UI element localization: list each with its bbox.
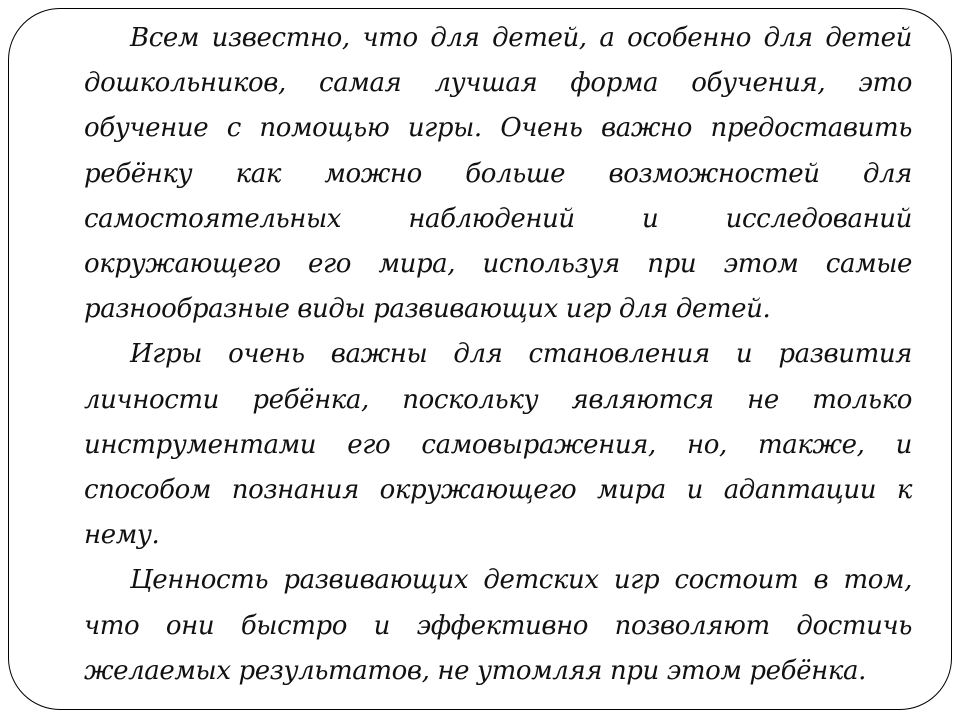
paragraph-3: Ценность развивающих детских игр состоит в том, что они быстро и эффективно позволяют достичь желаемых результатов, не утомляя при этом ребёнка. (84, 565, 912, 686)
paragraph-2: Игры очень важны для становления и развития личности ребёнка, поскольку являются не только инструментами его самовыражения, но, также, и способом познания окружающего мира и адаптации к нему. (84, 339, 912, 551)
document-text (84, 16, 912, 694)
paragraph-1: Всем известно, что для детей, а особенно для детей дошкольников, самая лучшая форма обучения, это обучение с помощью игры. Очень важно предоставить ребёнку как можно больше возможностей для самостоятельных наблюдений и исследований окружающего его мира, используя при этом самые разнообразные виды развивающих игр для детей. (84, 23, 912, 325)
